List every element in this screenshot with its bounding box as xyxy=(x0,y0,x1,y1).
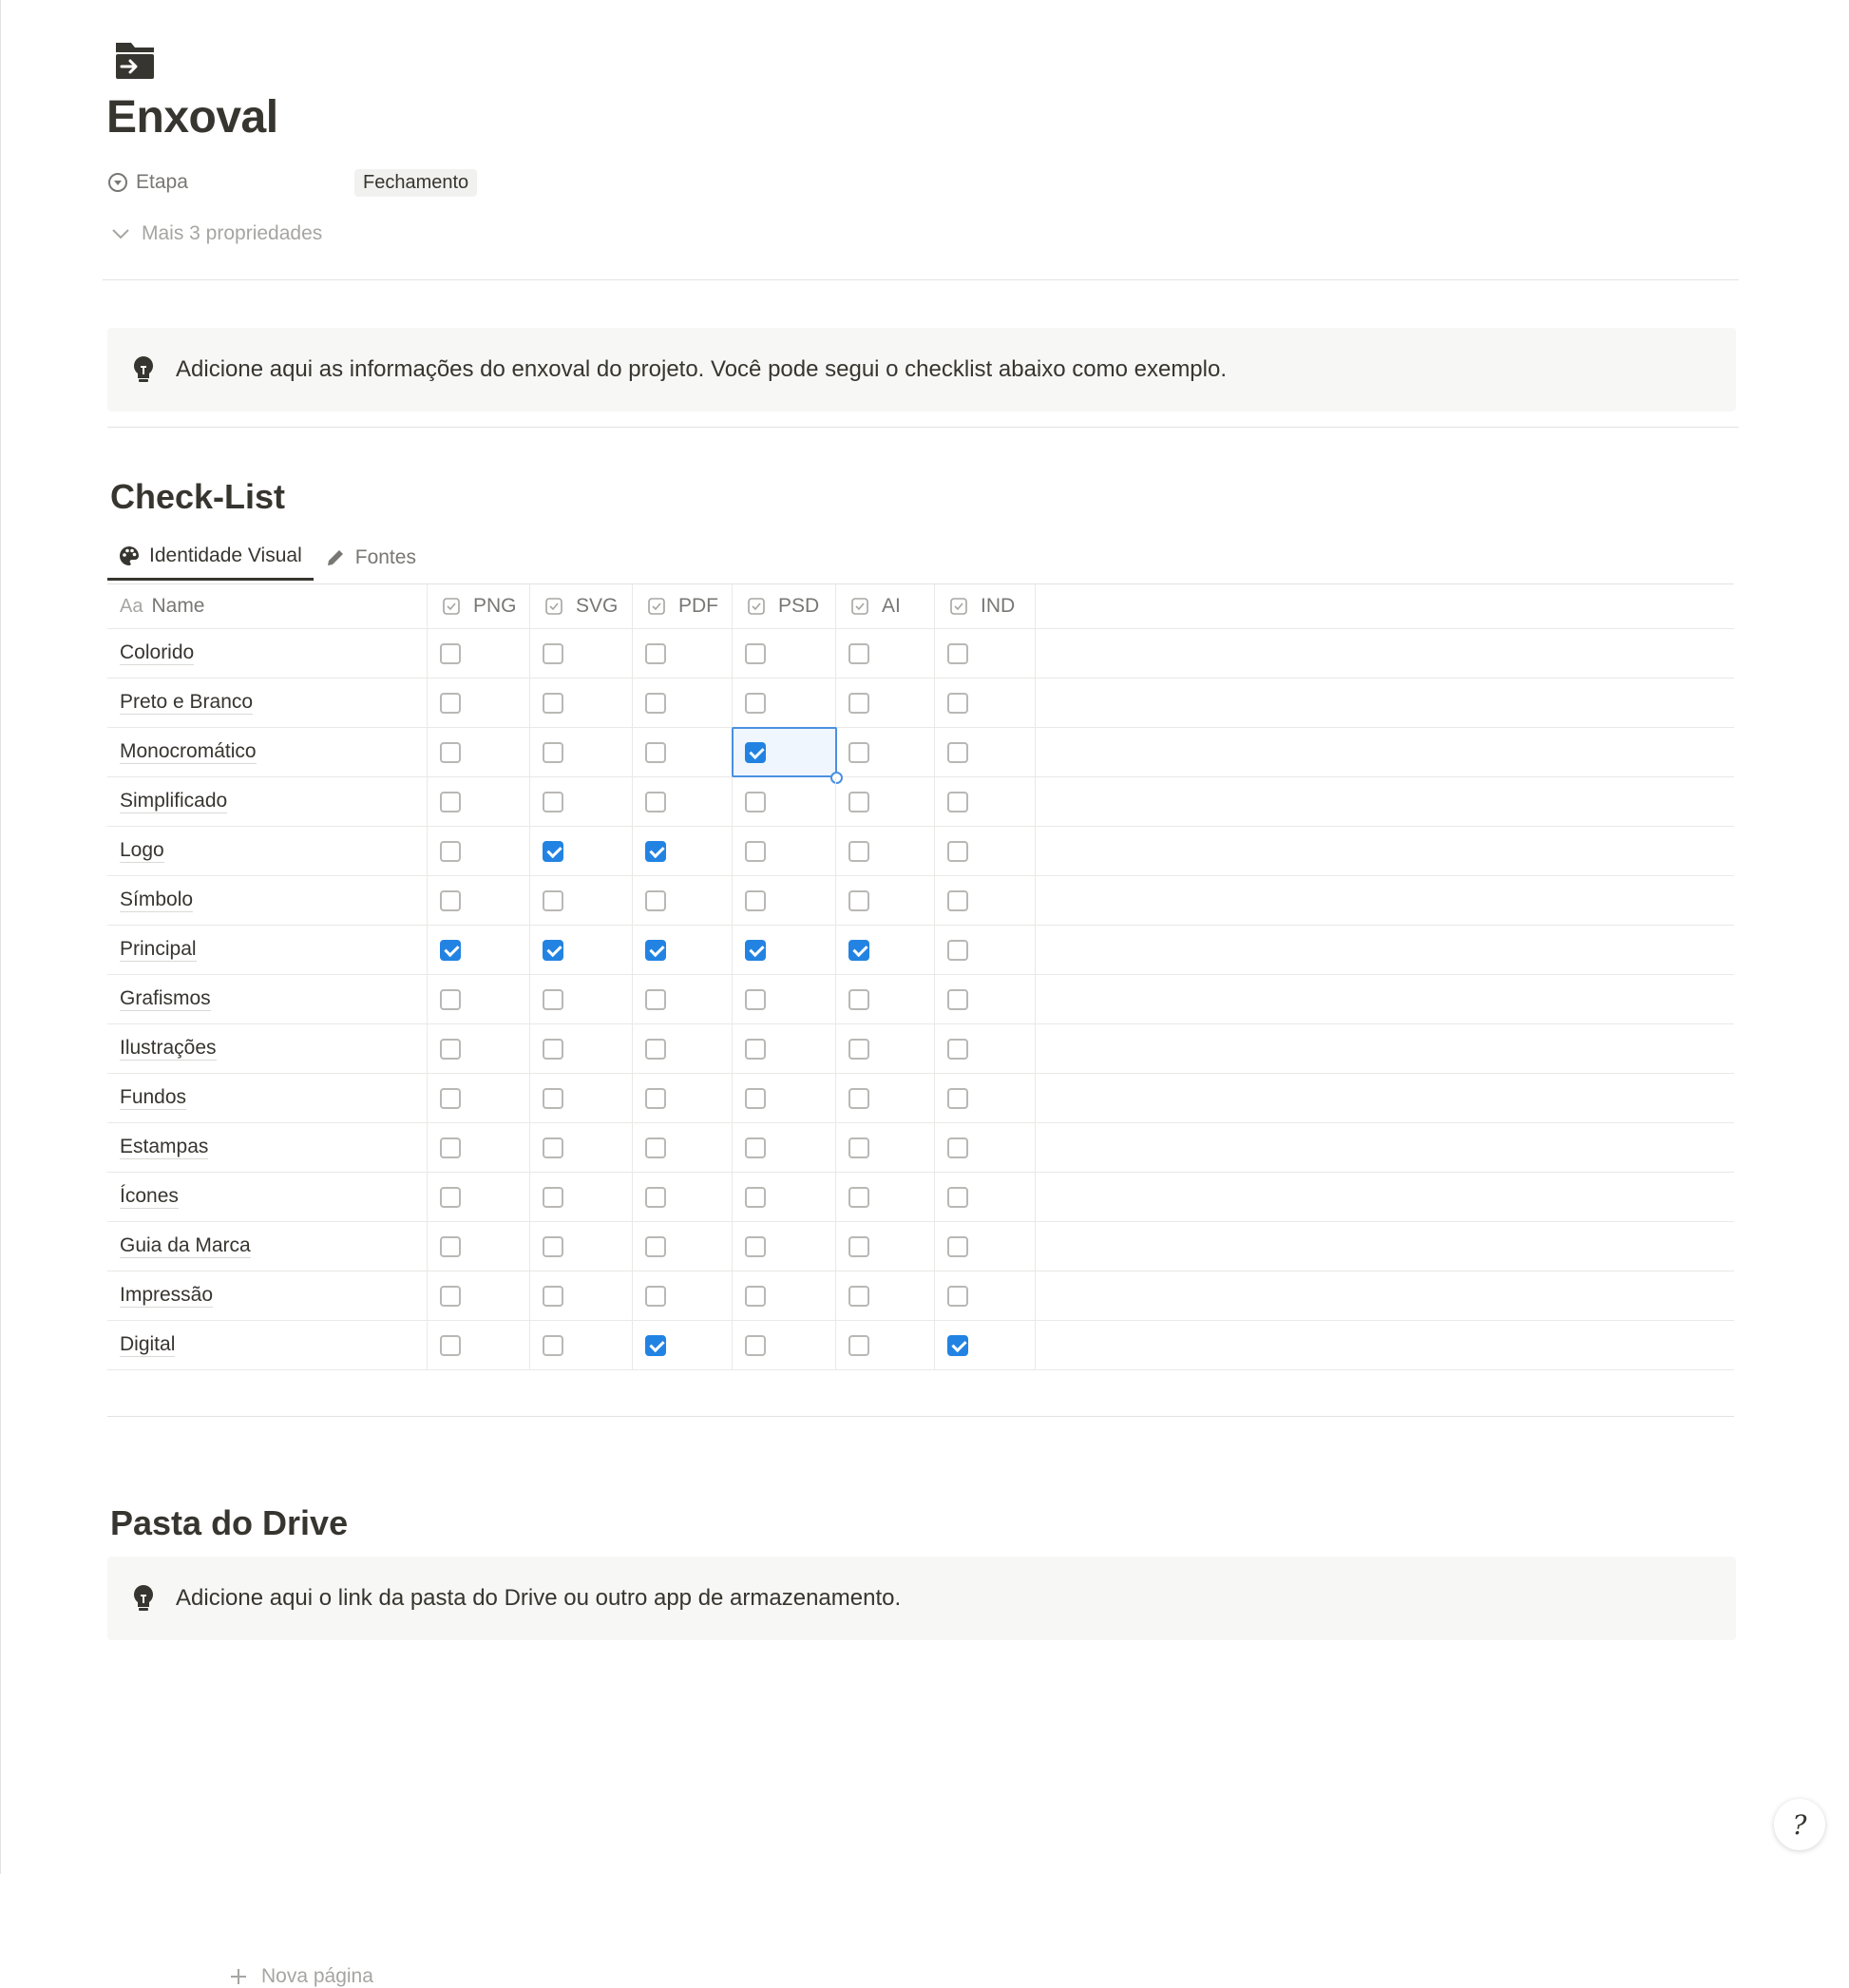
table-row[interactable] xyxy=(107,777,1734,827)
checkbox-cell[interactable] xyxy=(733,975,836,1023)
checkbox[interactable] xyxy=(848,890,869,911)
row-name-cell[interactable] xyxy=(107,876,428,925)
checkbox[interactable] xyxy=(745,1137,766,1158)
checkbox[interactable] xyxy=(440,792,461,812)
column-header-label: PDF xyxy=(678,595,718,617)
table-header-row xyxy=(107,584,1734,629)
pencil-icon xyxy=(325,547,346,568)
checkbox-cell[interactable] xyxy=(428,679,530,727)
checkbox-cell[interactable] xyxy=(733,876,836,925)
checkbox-cell[interactable] xyxy=(530,629,633,678)
checkbox-cell[interactable] xyxy=(633,629,733,678)
tab-label: Identidade Visual xyxy=(149,545,302,566)
divider xyxy=(103,279,1739,280)
help-scribble-icon: ? xyxy=(1792,1808,1807,1841)
drive-heading[interactable]: Pasta do Drive xyxy=(110,1503,349,1542)
row-name[interactable]: Logo xyxy=(120,839,164,861)
etapa-label: Etapa xyxy=(136,171,188,193)
checkbox-cell[interactable] xyxy=(428,926,530,974)
checkbox-cell[interactable] xyxy=(633,1321,733,1369)
checkbox[interactable] xyxy=(947,1187,968,1208)
checkbox-cell[interactable] xyxy=(733,1222,836,1271)
checkbox[interactable] xyxy=(543,890,563,911)
more-properties-label: Mais 3 propriedades xyxy=(142,222,323,244)
row-name-cell[interactable] xyxy=(107,926,428,974)
checkbox[interactable] xyxy=(440,1039,461,1060)
checkbox-cell[interactable] xyxy=(836,926,935,974)
row-name[interactable]: Monocromático xyxy=(120,740,257,762)
checkbox-cell[interactable] xyxy=(935,1074,1036,1122)
checkbox-cell[interactable] xyxy=(935,1173,1036,1221)
checkbox[interactable] xyxy=(848,1187,869,1208)
checkbox-cell[interactable] xyxy=(633,975,733,1023)
checkbox[interactable] xyxy=(543,792,563,812)
column-header-label: SVG xyxy=(576,595,619,617)
row-name-cell[interactable] xyxy=(107,777,428,826)
row-name[interactable]: Símbolo xyxy=(120,889,194,910)
status-circle-icon xyxy=(107,172,128,193)
checkbox-cell[interactable] xyxy=(633,728,733,776)
row-name[interactable]: Preto e Branco xyxy=(120,691,254,713)
checkbox[interactable] xyxy=(848,1286,869,1307)
checkbox[interactable] xyxy=(543,643,563,664)
checkbox-cell[interactable] xyxy=(733,679,836,727)
more-properties-toggle[interactable] xyxy=(111,222,322,245)
lightbulb-icon xyxy=(133,355,154,384)
checkbox-cell[interactable] xyxy=(428,975,530,1023)
row-name[interactable]: Guia da Marca xyxy=(120,1234,251,1256)
checkbox[interactable] xyxy=(947,742,968,763)
checkbox-cell[interactable] xyxy=(935,777,1036,826)
table-row[interactable] xyxy=(107,876,1734,926)
column-header-ind[interactable] xyxy=(935,584,1036,628)
checkbox-cell[interactable] xyxy=(530,1123,633,1172)
checkbox[interactable] xyxy=(848,693,869,714)
checkbox-cell[interactable] xyxy=(428,1321,530,1369)
checkbox[interactable] xyxy=(745,1236,766,1257)
checkbox[interactable] xyxy=(848,841,869,862)
checkbox[interactable] xyxy=(745,693,766,714)
tab-label: Fontes xyxy=(354,545,416,568)
checkbox[interactable] xyxy=(440,841,461,862)
checkbox-cell[interactable] xyxy=(633,1271,733,1320)
checkbox[interactable] xyxy=(947,890,968,911)
checkbox-property-icon xyxy=(851,598,868,615)
checkbox-cell[interactable] xyxy=(935,629,1036,678)
checkbox[interactable] xyxy=(947,792,968,812)
checkbox-cell[interactable] xyxy=(733,777,836,826)
checkbox-cell[interactable] xyxy=(530,975,633,1023)
column-header-png[interactable] xyxy=(428,584,530,628)
checkbox-cell[interactable] xyxy=(935,1321,1036,1369)
property-name xyxy=(107,171,354,194)
checkbox[interactable] xyxy=(440,643,461,664)
checkbox-cell[interactable] xyxy=(428,1271,530,1320)
callout-text: Adicione aqui o link da pasta do Drive ou outro app de armazenamento. xyxy=(176,1585,902,1611)
left-edge-divider xyxy=(0,0,1,1874)
checkbox[interactable] xyxy=(645,1088,666,1109)
checkbox-cell[interactable] xyxy=(836,629,935,678)
checkbox[interactable] xyxy=(543,1335,563,1356)
row-name[interactable]: Ícones xyxy=(120,1185,179,1207)
lightbulb-icon xyxy=(133,1584,154,1613)
checkbox-cell[interactable] xyxy=(836,1271,935,1320)
checkbox[interactable] xyxy=(645,890,666,911)
row-name[interactable]: Estampas xyxy=(120,1136,209,1157)
checkbox-cell[interactable] xyxy=(935,728,1036,776)
row-name[interactable]: Fundos xyxy=(120,1086,187,1108)
checkbox[interactable] xyxy=(645,1187,666,1208)
checkbox-cell[interactable] xyxy=(733,827,836,875)
checkbox-cell[interactable] xyxy=(633,1222,733,1271)
checkbox-cell[interactable] xyxy=(428,777,530,826)
checkbox[interactable] xyxy=(645,989,666,1010)
checkbox[interactable] xyxy=(440,742,461,763)
checkbox-cell[interactable] xyxy=(633,926,733,974)
checkbox-cell[interactable] xyxy=(530,1321,633,1369)
checkbox[interactable] xyxy=(745,643,766,664)
checkbox[interactable] xyxy=(848,742,869,763)
checkbox[interactable] xyxy=(543,1236,563,1257)
table-bottom-divider xyxy=(107,1416,1734,1417)
checkbox-cell[interactable] xyxy=(633,679,733,727)
column-header-label: IND xyxy=(981,595,1016,617)
chevron-down-icon xyxy=(111,227,130,240)
checkbox[interactable] xyxy=(848,1335,869,1356)
checkbox-cell[interactable] xyxy=(935,876,1036,925)
row-name[interactable]: Digital xyxy=(120,1333,176,1355)
column-header-label: AI xyxy=(882,595,901,617)
checkbox[interactable] xyxy=(745,989,766,1010)
table-row[interactable] xyxy=(107,629,1734,679)
checkbox[interactable] xyxy=(947,841,968,862)
checkbox[interactable] xyxy=(745,1088,766,1109)
row-name[interactable]: Ilustrações xyxy=(120,1037,217,1059)
checkbox[interactable] xyxy=(645,1236,666,1257)
checkbox-cell[interactable] xyxy=(530,1271,633,1320)
checkbox[interactable] xyxy=(848,940,869,961)
selected-cell-highlight xyxy=(732,727,837,777)
checkbox-cell[interactable] xyxy=(428,1173,530,1221)
callout-drive[interactable] xyxy=(107,1557,1736,1640)
checkbox[interactable] xyxy=(440,693,461,714)
checkbox[interactable] xyxy=(848,1137,869,1158)
checkbox-cell[interactable] xyxy=(836,1321,935,1369)
palette-icon xyxy=(119,545,140,566)
checkbox-cell[interactable] xyxy=(530,1074,633,1122)
row-name-cell[interactable] xyxy=(107,1024,428,1073)
checkbox-cell[interactable] xyxy=(530,679,633,727)
checkbox-cell[interactable] xyxy=(633,1024,733,1073)
column-header-svg[interactable] xyxy=(530,584,633,628)
table-row[interactable] xyxy=(107,1321,1734,1370)
checkbox-cell[interactable] xyxy=(428,629,530,678)
checkbox[interactable] xyxy=(848,989,869,1010)
checkbox[interactable] xyxy=(543,693,563,714)
checkbox-cell[interactable] xyxy=(633,1123,733,1172)
row-name-cell[interactable] xyxy=(107,1321,428,1369)
checkbox-cell[interactable] xyxy=(935,926,1036,974)
table-row[interactable] xyxy=(107,1123,1734,1173)
checkbox[interactable] xyxy=(645,693,666,714)
checkbox[interactable] xyxy=(440,1088,461,1109)
checkbox-cell[interactable] xyxy=(530,1024,633,1073)
checkbox[interactable] xyxy=(745,1335,766,1356)
checkbox-cell[interactable] xyxy=(733,1024,836,1073)
checkbox-cell[interactable] xyxy=(428,1222,530,1271)
checkbox[interactable] xyxy=(848,1039,869,1060)
row-name[interactable]: Colorido xyxy=(120,641,195,663)
checkbox[interactable] xyxy=(947,1236,968,1257)
checkbox-cell[interactable] xyxy=(836,1123,935,1172)
page-title[interactable]: Enxoval xyxy=(106,92,278,143)
checkbox[interactable] xyxy=(543,989,563,1010)
folder-arrow-icon[interactable] xyxy=(112,40,158,82)
row-name[interactable]: Impressão xyxy=(120,1284,214,1306)
checkbox-cell[interactable] xyxy=(428,876,530,925)
checkbox[interactable] xyxy=(645,643,666,664)
checkbox-cell[interactable] xyxy=(633,1173,733,1221)
checkbox-cell[interactable] xyxy=(530,1173,633,1221)
property-etapa[interactable] xyxy=(107,167,477,198)
checkbox-cell[interactable] xyxy=(530,728,633,776)
checkbox[interactable] xyxy=(440,1335,461,1356)
checkbox-cell[interactable] xyxy=(530,827,633,875)
table-row[interactable] xyxy=(107,1024,1734,1074)
checkbox-cell[interactable] xyxy=(733,926,836,974)
checklist-heading[interactable]: Check-List xyxy=(110,477,286,516)
table-row[interactable] xyxy=(107,1271,1734,1321)
checkbox[interactable] xyxy=(440,1187,461,1208)
table-row[interactable] xyxy=(107,1074,1734,1123)
view-tabs xyxy=(107,534,428,583)
checkbox[interactable] xyxy=(848,1236,869,1257)
checkbox[interactable] xyxy=(543,742,563,763)
checkbox-cell[interactable] xyxy=(836,728,935,776)
etapa-value-tag[interactable]: Fechamento xyxy=(354,169,477,197)
checkbox-cell[interactable] xyxy=(935,679,1036,727)
checkbox[interactable] xyxy=(848,792,869,812)
text-property-icon: Aa xyxy=(120,595,143,617)
checkbox[interactable] xyxy=(543,841,563,862)
row-name-cell[interactable] xyxy=(107,1222,428,1271)
checkbox[interactable] xyxy=(947,693,968,714)
checkbox-cell[interactable] xyxy=(836,876,935,925)
row-name-cell[interactable] xyxy=(107,1123,428,1172)
checkbox-cell[interactable] xyxy=(530,1222,633,1271)
checkbox[interactable] xyxy=(645,841,666,862)
checkbox-cell[interactable] xyxy=(836,777,935,826)
row-name-cell[interactable] xyxy=(107,629,428,678)
column-header-psd[interactable] xyxy=(733,584,836,628)
row-name-cell[interactable] xyxy=(107,827,428,875)
checkbox[interactable] xyxy=(543,1088,563,1109)
checkbox[interactable] xyxy=(745,1286,766,1307)
checkbox[interactable] xyxy=(543,1187,563,1208)
checkbox-cell[interactable] xyxy=(530,926,633,974)
checkbox-cell[interactable] xyxy=(836,1074,935,1122)
checkbox[interactable] xyxy=(745,792,766,812)
checkbox[interactable] xyxy=(947,1137,968,1158)
checkbox-cell[interactable] xyxy=(836,975,935,1023)
checkbox[interactable] xyxy=(543,1137,563,1158)
checkbox-cell[interactable] xyxy=(935,1222,1036,1271)
column-header-label: Name xyxy=(151,595,205,617)
checkbox-cell[interactable] xyxy=(428,1024,530,1073)
checkbox-cell[interactable] xyxy=(428,728,530,776)
column-header-pdf[interactable] xyxy=(633,584,733,628)
row-name-cell[interactable] xyxy=(107,1173,428,1221)
checkbox-cell[interactable] xyxy=(733,629,836,678)
callout-text: Adicione aqui as informações do enxoval do projeto. Você pode segui o checklist abaixo como exemplo. xyxy=(176,356,1228,382)
checkbox-cell[interactable] xyxy=(530,777,633,826)
checkbox[interactable] xyxy=(645,1137,666,1158)
checkbox-property-icon xyxy=(545,598,562,615)
checkbox-cell[interactable] xyxy=(733,1321,836,1369)
checkbox-property-icon xyxy=(443,598,460,615)
checkbox-property-icon xyxy=(748,598,765,615)
checkbox[interactable] xyxy=(645,1039,666,1060)
checkbox[interactable] xyxy=(745,1039,766,1060)
new-page-button[interactable] xyxy=(229,1965,373,1988)
row-name-cell[interactable] xyxy=(107,679,428,727)
checkbox[interactable] xyxy=(440,940,461,961)
callout-info[interactable] xyxy=(107,328,1736,411)
checkbox-cell[interactable] xyxy=(428,1123,530,1172)
checkbox-cell[interactable] xyxy=(935,1271,1036,1320)
checkbox-cell[interactable] xyxy=(733,1074,836,1122)
checkbox[interactable] xyxy=(440,1286,461,1307)
checkbox[interactable] xyxy=(947,989,968,1010)
checkbox-cell[interactable] xyxy=(733,1123,836,1172)
tab-fontes[interactable] xyxy=(314,534,428,581)
checkbox[interactable] xyxy=(947,940,968,961)
column-header-ai[interactable] xyxy=(836,584,935,628)
checkbox-property-icon xyxy=(648,598,665,615)
column-header-label: PSD xyxy=(778,595,820,617)
table-row[interactable] xyxy=(107,827,1734,876)
checkbox[interactable] xyxy=(440,890,461,911)
checkbox[interactable] xyxy=(645,1286,666,1307)
checkbox-cell[interactable] xyxy=(633,1074,733,1122)
table-row[interactable] xyxy=(107,728,1734,777)
checkbox-cell[interactable] xyxy=(935,1024,1036,1073)
checkbox-property-icon xyxy=(950,598,967,615)
checkbox[interactable] xyxy=(440,1137,461,1158)
table-row[interactable] xyxy=(107,975,1734,1024)
checkbox-cell[interactable] xyxy=(836,1222,935,1271)
checkbox[interactable] xyxy=(745,890,766,911)
checkbox-cell[interactable] xyxy=(836,1173,935,1221)
tab-identidade-visual[interactable] xyxy=(107,534,314,581)
checkbox[interactable] xyxy=(645,1335,666,1356)
checkbox[interactable] xyxy=(440,1236,461,1257)
checkbox-cell[interactable] xyxy=(428,827,530,875)
table-row[interactable] xyxy=(107,926,1734,975)
checkbox-cell[interactable] xyxy=(428,1074,530,1122)
checkbox-cell[interactable] xyxy=(530,876,633,925)
checkbox[interactable] xyxy=(543,1039,563,1060)
checkbox[interactable] xyxy=(645,742,666,763)
checkbox[interactable] xyxy=(848,1088,869,1109)
checkbox[interactable] xyxy=(440,989,461,1010)
checkbox-cell[interactable] xyxy=(836,1024,935,1073)
row-name-cell[interactable] xyxy=(107,728,428,776)
plus-icon xyxy=(229,1967,248,1986)
checkbox-cell[interactable] xyxy=(633,876,733,925)
divider xyxy=(107,427,1739,428)
checkbox-cell[interactable] xyxy=(935,975,1036,1023)
table-row[interactable] xyxy=(107,679,1734,728)
checkbox-cell[interactable] xyxy=(733,1173,836,1221)
checkbox-cell[interactable] xyxy=(935,827,1036,875)
checkbox-cell[interactable] xyxy=(633,777,733,826)
checkbox[interactable] xyxy=(947,1286,968,1307)
checkbox[interactable] xyxy=(745,1187,766,1208)
checkbox[interactable] xyxy=(543,940,563,961)
row-name[interactable]: Principal xyxy=(120,938,197,960)
row-name[interactable]: Grafismos xyxy=(120,987,211,1009)
column-header-name[interactable] xyxy=(107,584,428,628)
row-name-cell[interactable] xyxy=(107,1271,428,1320)
table-row[interactable] xyxy=(107,1173,1734,1222)
checkbox-cell[interactable] xyxy=(836,679,935,727)
checkbox[interactable] xyxy=(947,1335,968,1356)
column-header-label: PNG xyxy=(473,595,517,617)
table-row[interactable] xyxy=(107,1222,1734,1271)
checkbox[interactable] xyxy=(543,1286,563,1307)
row-name-cell[interactable] xyxy=(107,975,428,1023)
row-name[interactable]: Simplificado xyxy=(120,790,228,812)
row-name-cell[interactable] xyxy=(107,1074,428,1122)
checkbox-cell[interactable] xyxy=(935,1123,1036,1172)
checkbox[interactable] xyxy=(848,643,869,664)
checkbox[interactable] xyxy=(947,643,968,664)
checkbox[interactable] xyxy=(745,841,766,862)
checkbox[interactable] xyxy=(645,940,666,961)
new-page-label: Nova página xyxy=(261,1965,373,1987)
checkbox[interactable] xyxy=(947,1039,968,1060)
checkbox[interactable] xyxy=(745,940,766,961)
help-button[interactable] xyxy=(1774,1799,1825,1850)
checkbox-cell[interactable] xyxy=(733,1271,836,1320)
checkbox-cell[interactable] xyxy=(633,827,733,875)
checkbox-cell[interactable] xyxy=(836,827,935,875)
checkbox[interactable] xyxy=(947,1088,968,1109)
checkbox[interactable] xyxy=(645,792,666,812)
